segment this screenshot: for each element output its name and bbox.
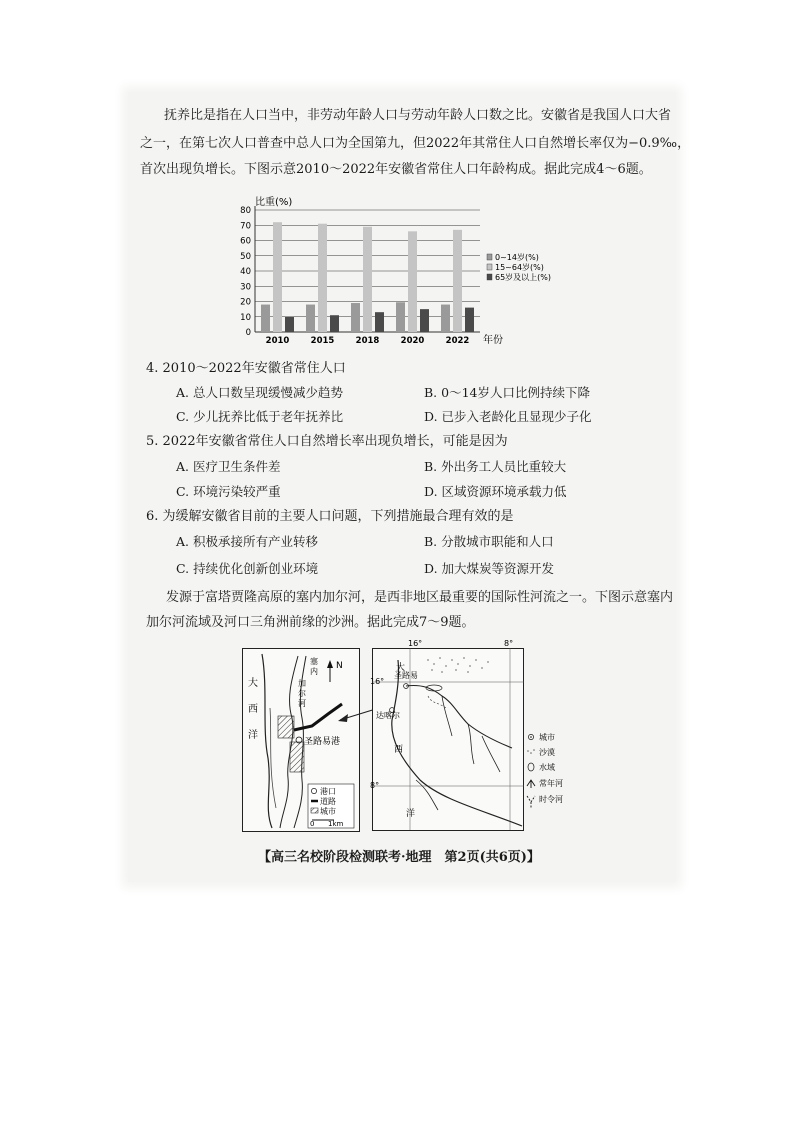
legend-label: 15~64岁(%) bbox=[495, 263, 544, 272]
lon-8-label: 8° bbox=[504, 639, 514, 648]
question-4-option-d[interactable]: D. 已步入老龄化且显现少子化 bbox=[424, 409, 592, 424]
bar bbox=[306, 305, 315, 332]
x-tick-label: 2018 bbox=[355, 336, 380, 346]
legend-seasonal-river-icon bbox=[527, 796, 535, 808]
ocean-label-2: 西 bbox=[394, 745, 404, 755]
port-city-label: 圣路易港 bbox=[304, 737, 341, 747]
legend-water-icon bbox=[528, 763, 534, 771]
question-4-stem: 4. 2010～2022年安徽省常住人口 bbox=[146, 361, 346, 376]
y-tick-label: 50 bbox=[240, 251, 251, 262]
legend-desert-icon bbox=[527, 749, 535, 754]
ocean-label-3: 洋 bbox=[406, 809, 416, 819]
bar bbox=[273, 222, 282, 332]
scale-zero: 0 bbox=[310, 820, 315, 828]
city-dakar-label: 达喀尔 bbox=[376, 711, 400, 720]
intro2-line-1: 发源于富塔贾隆高原的塞内加尔河，是西非地区最重要的国际性河流之一。下图示意塞内 bbox=[166, 590, 674, 605]
ocean-label-2: 西 bbox=[248, 704, 258, 715]
ocean-label-3: 洋 bbox=[248, 730, 258, 741]
bar bbox=[420, 309, 429, 332]
legend-label: 0~14岁(%) bbox=[495, 253, 539, 262]
bar bbox=[363, 227, 372, 332]
y-tick-label: 0 bbox=[245, 328, 251, 338]
bar bbox=[351, 303, 360, 332]
bar bbox=[465, 308, 474, 332]
question-4-option-c[interactable]: C. 少儿抚养比低于老年抚养比 bbox=[176, 409, 344, 424]
question-6-option-c[interactable]: C. 持续优化创新创业环境 bbox=[176, 561, 319, 576]
legend-water-label: 水域 bbox=[539, 763, 555, 772]
basin-map-legend bbox=[525, 730, 595, 822]
bar bbox=[330, 315, 339, 332]
x-axis-label: 年份 bbox=[483, 335, 503, 346]
y-tick-label: 10 bbox=[240, 312, 251, 323]
intro-line-1: 抚养比是指在人口当中，非劳动年龄人口与劳动年龄人口数之比。安徽省是我国人口大省 bbox=[164, 108, 672, 123]
question-4-option-a[interactable]: A. 总人口数呈现缓慢减少趋势 bbox=[176, 385, 343, 400]
bar bbox=[441, 305, 450, 332]
legend-swatch bbox=[487, 264, 492, 270]
city-saint-louis-label: 圣路易 bbox=[394, 671, 418, 680]
river-label-3: 加 bbox=[298, 679, 306, 688]
city-area bbox=[278, 716, 294, 738]
legend-swatch bbox=[487, 254, 492, 260]
lat-16-label: 16° bbox=[370, 677, 385, 686]
question-5-stem: 5. 2022年安徽省常住人口自然增长率出现负增长，可能是因为 bbox=[146, 434, 508, 449]
question-5-option-b[interactable]: B. 外出务工人员比重较大 bbox=[424, 459, 567, 474]
question-5-option-d[interactable]: D. 区域资源环境承载力低 bbox=[424, 484, 567, 499]
y-tick-label: 60 bbox=[240, 236, 251, 247]
question-6-option-a[interactable]: A. 积极承接所有产业转移 bbox=[176, 534, 318, 549]
legend-city-icon bbox=[311, 808, 318, 813]
y-tick-label: 70 bbox=[240, 221, 251, 232]
y-tick-label: 20 bbox=[240, 297, 251, 308]
question-6-stem: 6. 为缓解安徽省目前的主要人口问题，下列措施最合理有效的是 bbox=[146, 509, 514, 524]
intro-line-2: 之一，在第七次人口普查中总人口为全国第九，但2022年其常住人口自然增长率仅为−0.9‰， bbox=[140, 136, 691, 151]
x-tick-label: 2020 bbox=[400, 336, 425, 346]
bar bbox=[261, 305, 270, 332]
lat-top-label: 16° bbox=[408, 639, 423, 648]
population-age-chart bbox=[225, 192, 570, 350]
y-tick-label: 40 bbox=[240, 267, 251, 277]
river-label-5: 河 bbox=[298, 699, 306, 708]
bar bbox=[318, 224, 327, 332]
legend-road-label: 道路 bbox=[320, 797, 336, 806]
ocean-label-1: 大 bbox=[248, 678, 258, 689]
x-tick-label: 2015 bbox=[310, 336, 335, 346]
bar bbox=[375, 312, 384, 332]
x-tick-label: 2010 bbox=[265, 336, 290, 346]
question-4-option-b[interactable]: B. 0～14岁人口比例持续下降 bbox=[424, 385, 590, 400]
page-footer: 【高三名校阶段检测联考·地理 第2页(共6页)】 bbox=[258, 850, 540, 865]
estuary-map bbox=[242, 648, 360, 832]
legend-city-label: 城市 bbox=[539, 733, 555, 742]
y-tick-label: 30 bbox=[240, 282, 251, 293]
question-5-option-a[interactable]: A. 医疗卫生条件差 bbox=[176, 459, 281, 474]
legend-perennial-river-label: 常年河 bbox=[539, 779, 563, 788]
question-6-option-d[interactable]: D. 加大煤炭等资源开发 bbox=[424, 561, 555, 576]
city-area-2 bbox=[290, 742, 304, 772]
north-label: N bbox=[336, 661, 343, 671]
river-label-2: 内 bbox=[310, 667, 318, 676]
y-tick-label: 80 bbox=[240, 206, 251, 216]
intro-line-3: 首次出现负增长。下图示意2010～2022年安徽省常住人口年龄构成。据此完成4～6题。 bbox=[140, 162, 652, 177]
river-label-1: 塞 bbox=[310, 657, 318, 666]
intro2-line-2: 加尔河流域及河口三角洲前缘的沙洲。据此完成7～9题。 bbox=[146, 615, 475, 630]
senegal-basin-map bbox=[372, 640, 524, 832]
question-5-option-c[interactable]: C. 环境污染较严重 bbox=[176, 484, 281, 499]
x-tick-label: 2022 bbox=[445, 336, 470, 346]
legend-perennial-river-icon bbox=[527, 780, 535, 788]
legend-city-label: 城市 bbox=[320, 807, 336, 816]
y-axis-label: 比重(%) bbox=[255, 197, 293, 208]
legend-desert-label: 沙漠 bbox=[539, 748, 555, 757]
legend-port-label: 港口 bbox=[320, 787, 336, 796]
legend-label: 65岁及以上(%) bbox=[495, 273, 552, 282]
lat-8-label: 8° bbox=[370, 781, 380, 790]
bar bbox=[408, 231, 417, 332]
ocean-label-1: 大 bbox=[396, 663, 406, 673]
question-6-option-b[interactable]: B. 分散城市职能和人口 bbox=[424, 534, 554, 549]
bar bbox=[453, 230, 462, 332]
scale-one: 1km bbox=[328, 820, 344, 828]
legend-seasonal-river-label: 时令河 bbox=[539, 795, 563, 804]
legend-swatch bbox=[487, 274, 492, 280]
river-label-4: 尔 bbox=[298, 689, 306, 698]
bar bbox=[396, 302, 405, 332]
bar bbox=[285, 317, 294, 332]
